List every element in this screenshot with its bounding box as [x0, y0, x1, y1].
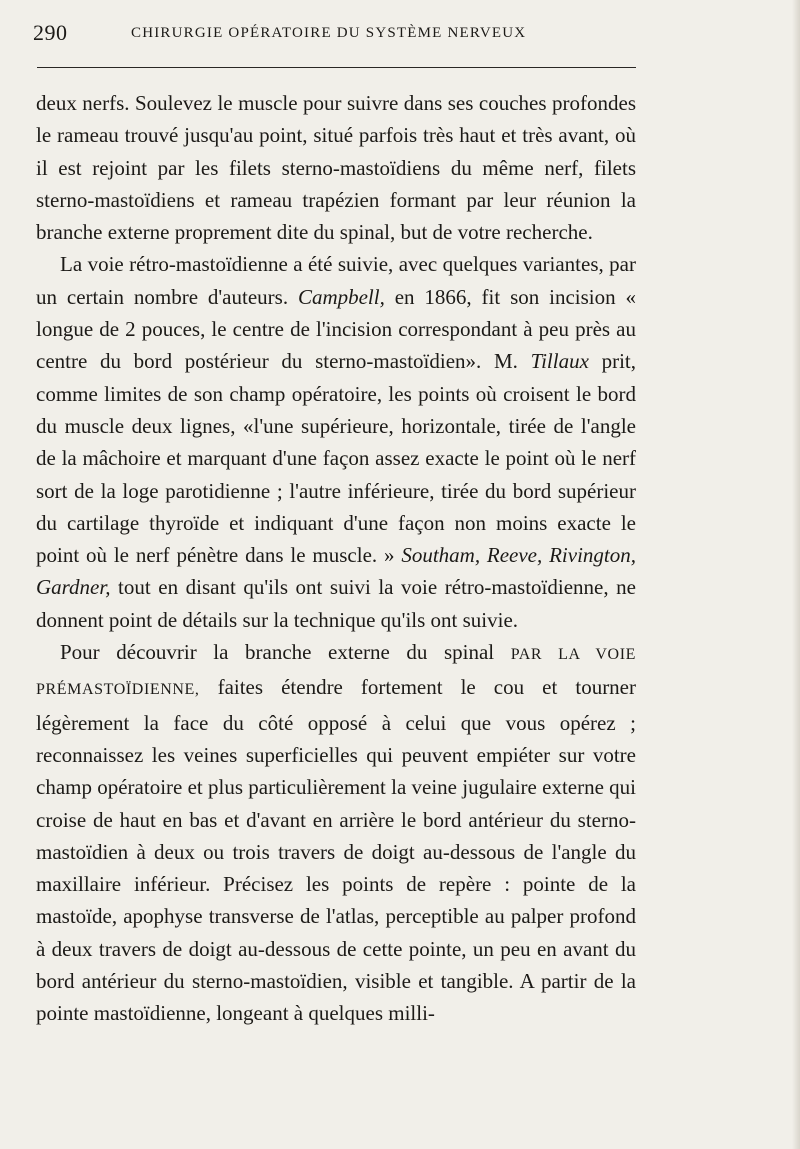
body-text: [36, 87, 636, 1030]
paragraph-text: faites étendre fortement le cou et tourner légèrement la face du côté opposé à celui que vous opérez ; reconnaissez les veines superficielles qui peuvent empiéter sur votre champ opératoire et plus particulièrement la veine jugulaire externe qui croise de haut en bas et d'avant en arrière le bord antérieur du sterno-mastoïdien à deux ou trois travers de doigt au-dessous de l'angle du maxillaire inférieur. Précisez les points de repère : pointe de la mastoïde, apophyse transverse de l'atlas, perceptible au palper profond à deux travers de doigt au-dessous de cette pointe, un peu en avant du bord antérieur du sterno-mastoïdien, visible et tangible. A partir de la pointe mastoïdienne, longeant à quelques milli-: [36, 675, 636, 1026]
page-number: 290: [33, 20, 68, 45]
author-name: Campbell,: [297, 284, 385, 309]
paragraph-text: La voie rétro-mastoïdienne a été suivie, avec quelques variantes, par un certain nombre d'auteurs.: [36, 252, 636, 309]
paragraph-premastoid: [36, 636, 636, 1030]
header-rule: [37, 67, 636, 68]
paragraph-continuation: [36, 87, 636, 248]
paragraph-text: deux nerfs. Soulevez le muscle pour suivre dans ses couches profondes le rameau trouvé jusqu'au point, situé parfois très haut et très avant, où il est rejoint par les filets sterno-mastoïdiens du même nerf, filets sterno-mastoïdiens et rameau trapézien formant par leur réunion la branche externe proprement dite du spinal, but de votre recherche.: [36, 91, 636, 245]
author-names: Southam, Reeve, Rivington, Gardner,: [36, 543, 636, 600]
paragraph-text: Pour découvrir la branche externe du spinal: [60, 640, 511, 665]
paragraph-text: tout en disant qu'ils ont suivi la voie rétro-mastoïdienne, ne donnent point de détails sur la technique qu'ils ont suivie.: [36, 575, 636, 632]
small-caps-heading: PAR LA VOIE PRÉMASTOÏDIENNE,: [36, 646, 637, 699]
running-title: CHIRURGIE OPÉRATOIRE DU SYSTÈME NERVEUX: [131, 25, 527, 41]
page-edge-shadow: [792, 0, 800, 1149]
author-name: Tillaux: [530, 349, 589, 374]
page-header: [33, 20, 636, 46]
paragraph-text: prit, comme limites de son champ opératoire, les points où croisent le bord du muscle deux lignes, «l'une supérieure, horizontale, tirée de l'angle de la mâchoire et marquant d'une façon assez exacte le point où le nerf sort de la loge parotidienne ; l'autre inférieure, tirée du bord supérieur du cartilage thyroïde et indiquant d'une façon non moins exacte le point où le nerf pénètre dans le muscle. »: [36, 349, 636, 568]
paragraph-retro-mastoid: [36, 248, 636, 636]
paragraph-text: en 1866, fit son incision « longue de 2 pouces, le centre de l'incision correspondant à peu près au centre du bord postérieur du sterno-mastoïdien». M.: [36, 284, 636, 374]
